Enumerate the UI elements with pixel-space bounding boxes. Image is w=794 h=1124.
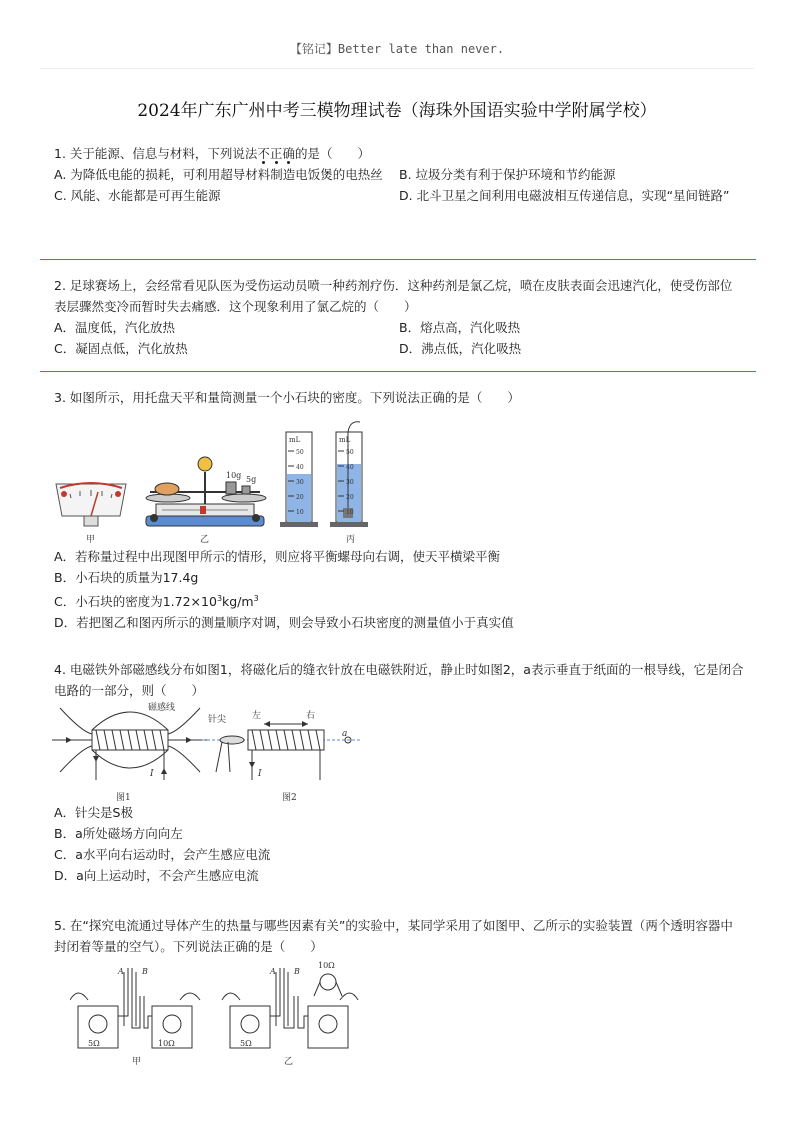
q4-option-d[interactable]: D．a向上运动时，不会产生感应电流 [54,868,259,883]
fig-label-1: 图1 [116,793,131,803]
cylinder-tick-label: 20 [296,494,304,501]
fig-label-2: 图2 [282,793,297,803]
question-1-stem: 1. 关于能源、信息与材料，下列说法不正确的是（ ） [54,146,370,161]
fig-label-needle-tip: 针尖 [208,715,227,725]
fig-label-jia: 甲 [132,1057,142,1067]
question-divider [40,371,756,372]
cylinder-tick-label: 30 [346,479,354,486]
q4-figure [52,700,362,804]
fig-label-bing: 丙 [346,535,356,545]
fig-label-magnetic-lines: 磁感线 [148,703,176,713]
weight-label-5g: 5g [246,475,257,484]
q2-option-a[interactable]: A．温度低，汽化放热 [54,320,176,335]
q2-option-d[interactable]: D．沸点低，汽化吸热 [399,341,522,356]
question-1 [54,143,744,206]
current-label-fig1: I [150,769,154,779]
cylinder-tick-label: 40 [296,464,304,471]
resistor-label-10-jia: 10Ω [158,1039,175,1048]
question-3-stem: 3. 如图所示，用托盘天平和量筒测量一个小石块的密度。下列说法正确的是（ ） [54,390,520,405]
cylinder-tick-label: 50 [296,449,304,456]
q3-option-c[interactable]: C．小石块的密度为$1.72\times 10^3kg/m^3$ [54,594,259,610]
q4-option-c[interactable]: C．a水平向右运动时，会产生感应电流 [54,847,271,862]
page-header: 【铭记】Better late than never. [289,42,505,56]
balance-image [146,457,266,526]
cylinder-tick-label: 30 [296,479,304,486]
q1-option-b[interactable]: B. 垃圾分类有利于保护环境和节约能源 [399,167,616,182]
question-divider [40,259,756,260]
resistor-label-5-yi: 5Ω [240,1039,252,1048]
question-4-stem: 4. 电磁铁外部磁感线分布如图1，将磁化后的缝衣针放在电磁铁附近，静止时如图2，a表示垂直于纸面的一根导线，它是闭合电路的一部分，则（ ） [54,662,744,698]
q4-option-b[interactable]: B．a所处磁场方向向左 [54,826,183,841]
wire-label-a: a [342,729,348,739]
question-3 [54,387,744,408]
q3-option-d[interactable]: D．若把图乙和图丙所示的测量顺序对调，则会导致小石块密度的测量值小于真实值 [54,615,514,631]
fig-label-yi: 乙 [284,1057,294,1067]
q3-option-a[interactable]: A．若称量过程中出现图甲所示的情形，则应将平衡螺母向右调，使天平横梁平衡 [54,549,501,564]
question-5 [54,915,744,957]
q5-figure [70,956,360,1068]
apparatus-yi-image [222,968,358,1048]
fig-label-jia: 甲 [86,535,96,545]
question-3-options [54,546,744,633]
current-label-fig2: I [258,769,262,779]
cylinder-tick-label: 10 [296,509,304,516]
question-2 [54,275,744,359]
q3-option-b[interactable]: B．小石块的质量为17.4g [54,570,199,585]
resistor-label-5-jia: 5Ω [88,1039,100,1048]
page-title: 2024年广东广州中考三模物理试卷（海珠外国语实验中学附属学校） [137,101,657,121]
q3-figure [50,412,380,548]
q1-option-d[interactable]: D. 北斗卫星之间利用电磁波相互传递信息，实现“星间链路” [399,188,730,203]
question-4-options [54,802,744,886]
fig-label-yi: 乙 [200,535,210,545]
tube-label-b-yi: B [294,967,300,976]
cylinder-tick-label: 50 [346,449,354,456]
cylinder-tick-label: 20 [346,494,354,501]
electromagnet-fig1-image [52,708,208,780]
tube-label-a-yi: A [270,967,276,976]
question-5-stem: 5. 在“探究电流通过导体产生的热量与哪些因素有关”的实验中，某同学采用了如图甲、乙所示的实验装置（两个透明容器中封闭着等量的空气）。下列说法正确的是（ ） [54,918,733,954]
apparatus-jia-image [70,968,200,1048]
cylinder-tick-label: 40 [346,464,354,471]
q2-option-c[interactable]: C．凝固点低，汽化放热 [54,341,188,356]
cylinder-tick-label: 10 [346,509,354,516]
question-2-stem: 2. 足球赛场上，会经常看见队医为受伤运动员喷一种药剂疗伤．这种药剂是氯乙烷，喷在皮肤表面会迅速汽化，使受伤部位表层骤然变冷而暂时失去痛感．这个现象利用了氯乙烷的（ ） [54,278,733,314]
q4-option-a[interactable]: A．针尖是S极 [54,805,133,820]
cylinder-unit-label: mL [289,436,301,444]
q2-option-b[interactable]: B．熔点高，汽化吸热 [399,320,521,335]
weight-label-10g: 10g [226,471,242,480]
tube-label-a-jia: A [118,967,124,976]
tube-label-b-jia: B [142,967,148,976]
question-4 [54,659,744,701]
fig-label-right: 右 [306,711,316,721]
resistor-label-10-yi-top: 10Ω [318,961,335,970]
q1-option-c[interactable]: C. 风能、水能都是可再生能源 [54,188,221,203]
cylinder-unit-label: mL [339,436,351,444]
electromagnet-fig2-image [202,721,360,780]
scale-dial-image [56,483,126,526]
header-divider [40,68,754,69]
q1-option-a[interactable]: A. 为降低电能的损耗，可利用超导材料制造电饭煲的电热丝 [54,167,383,182]
fig-label-left: 左 [252,711,262,721]
